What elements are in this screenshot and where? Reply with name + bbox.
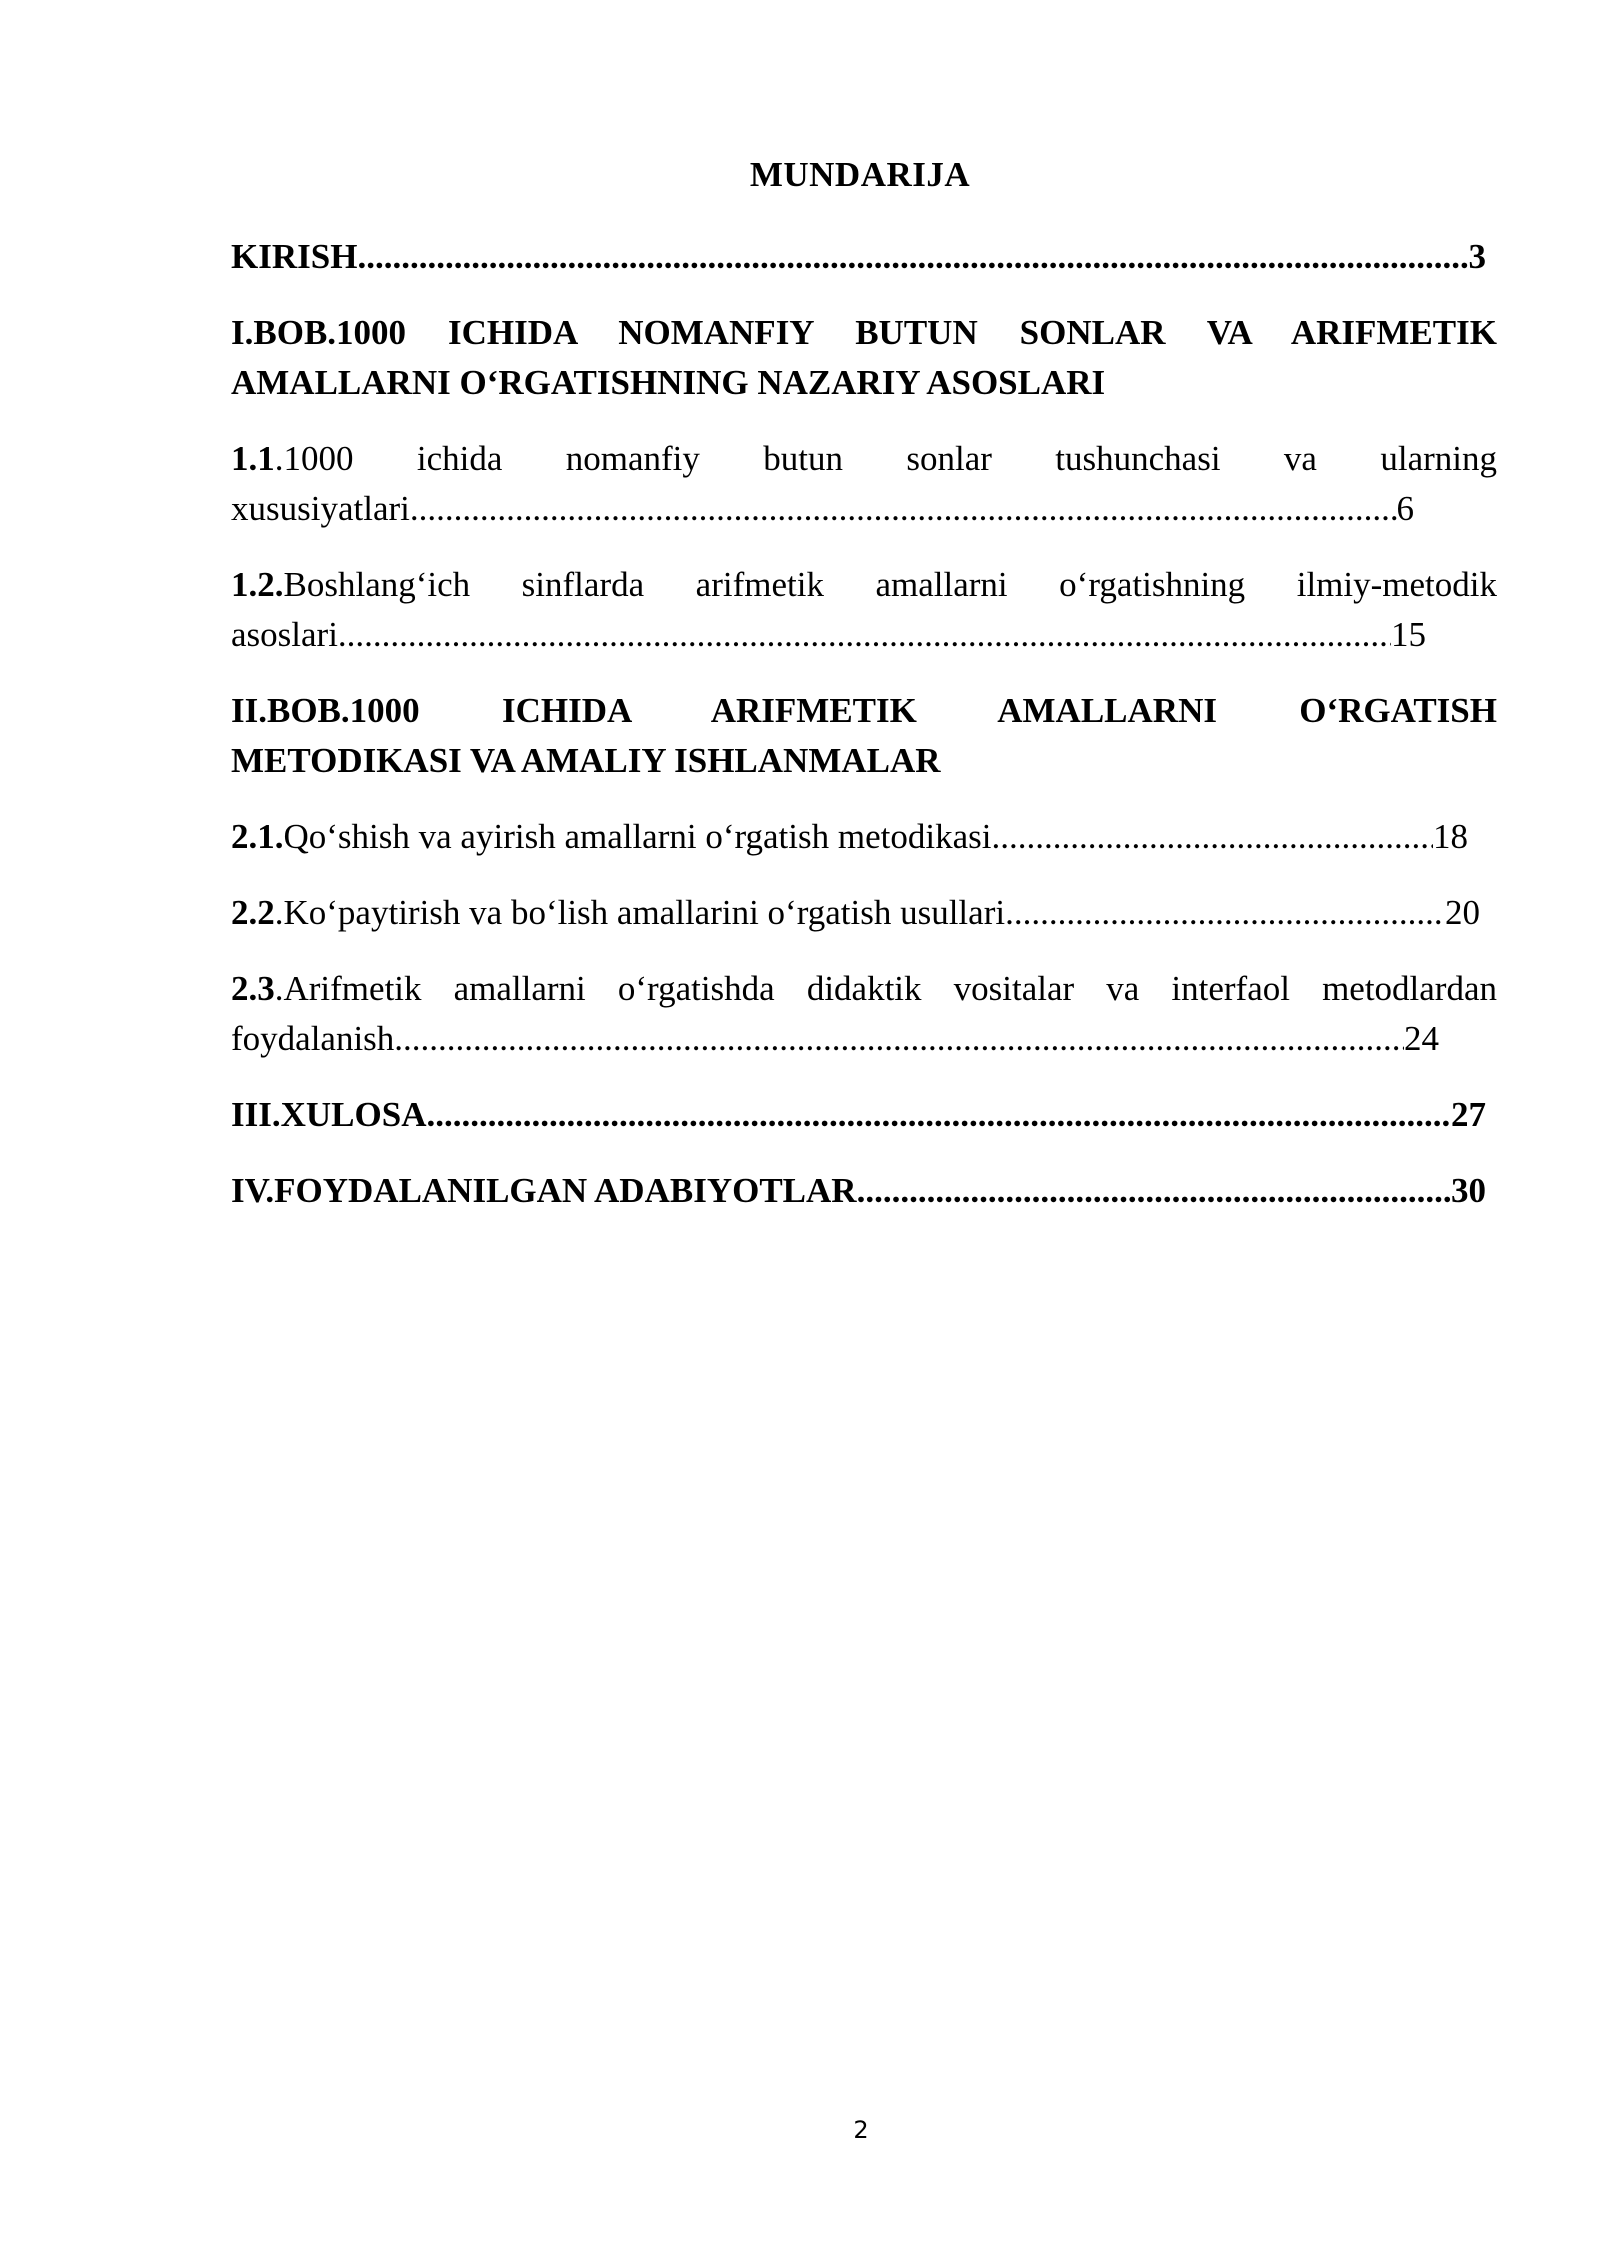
toc-entry-chapter-2	[231, 686, 1497, 786]
toc-entry-2-1	[231, 812, 1468, 862]
toc-label: KIRISH	[231, 237, 358, 276]
toc-line-2	[231, 484, 1414, 534]
dot-leader	[394, 1014, 1404, 1064]
toc-page-number: 24	[1404, 1019, 1439, 1058]
chapter-heading-line-1: I.BOB.1000 ICHIDA NOMANFIY BUTUN SONLAR VA ARIFMETIK	[231, 313, 1497, 352]
toc-line-1	[231, 434, 1497, 484]
dot-leader	[338, 610, 1391, 660]
page-title: MUNDARIJA	[749, 155, 971, 194]
toc-page-number: 30	[1451, 1171, 1486, 1210]
toc-page-number: 18	[1433, 817, 1468, 856]
chapter-heading-line-2: METODIKASI VA AMALIY ISHLANMALAR	[231, 741, 941, 780]
toc-entry-xulosa	[231, 1090, 1486, 1140]
toc-page-number: 20	[1445, 893, 1480, 932]
toc-page-number: 15	[1391, 615, 1426, 654]
section-number: 2.1.	[231, 817, 284, 856]
section-number: 1.2.	[231, 565, 284, 604]
chapter-heading-line-1: II.BOB.1000 ICHIDA ARIFMETIK AMALLARNI O‘RGATISH	[231, 691, 1497, 730]
section-title: Qo‘shish va ayirish amallarni o‘rgatish metodikasi	[283, 817, 992, 856]
dot-leader	[1005, 888, 1445, 938]
section-title-cont: xususiyatlari	[231, 489, 410, 528]
toc-entry-2-3	[231, 964, 1497, 1064]
section-number: 1.1	[231, 439, 275, 478]
toc-line-2	[231, 1014, 1439, 1064]
toc-entry-adabiyotlar	[231, 1166, 1486, 1216]
page-number: 2	[853, 2116, 869, 2144]
dot-leader	[410, 484, 1397, 534]
section-title-cont: foydalanish	[231, 1019, 395, 1058]
toc-label: III.XULOSA	[231, 1095, 427, 1134]
section-number: 2.3	[231, 969, 275, 1008]
chapter-heading-line-2: AMALLARNI O‘RGATISHNING NAZARIY ASOSLARI	[231, 363, 1106, 402]
toc-page-number: 6	[1396, 489, 1414, 528]
toc-page-number: 3	[1468, 237, 1486, 276]
toc-entry-1-1	[231, 434, 1497, 534]
toc-entry-kirish	[231, 232, 1486, 282]
toc-label: IV.FOYDALANILGAN ADABIYOTLAR	[231, 1171, 857, 1210]
dot-leader	[357, 232, 1468, 282]
section-title-cont: asoslari	[231, 615, 338, 654]
toc-line-2	[231, 610, 1426, 660]
section-title: .Ko‘paytirish va bo‘lish amallarini o‘rgatish usullari	[274, 893, 1006, 932]
toc-entry-chapter-1	[231, 308, 1497, 408]
section-title: Boshlang‘ich sinflarda arifmetik amallarni o‘rgatishning ilmiy-metodik	[283, 565, 1497, 604]
section-number: 2.2	[231, 893, 275, 932]
section-title: .1000 ichida nomanfiy butun sonlar tushunchasi va ularning	[274, 439, 1497, 478]
toc-entry-2-2	[231, 888, 1480, 938]
toc-line-1	[231, 560, 1497, 610]
toc-line-1	[231, 964, 1497, 1014]
toc-entry-1-2	[231, 560, 1497, 660]
table-of-contents	[231, 224, 1497, 1216]
dot-leader	[857, 1166, 1451, 1216]
section-title: .Arifmetik amallarni o‘rgatishda didaktik vositalar va interfaol metodlardan	[274, 969, 1497, 1008]
dot-leader	[991, 812, 1433, 862]
toc-page-number: 27	[1451, 1095, 1486, 1134]
dot-leader	[426, 1090, 1451, 1140]
